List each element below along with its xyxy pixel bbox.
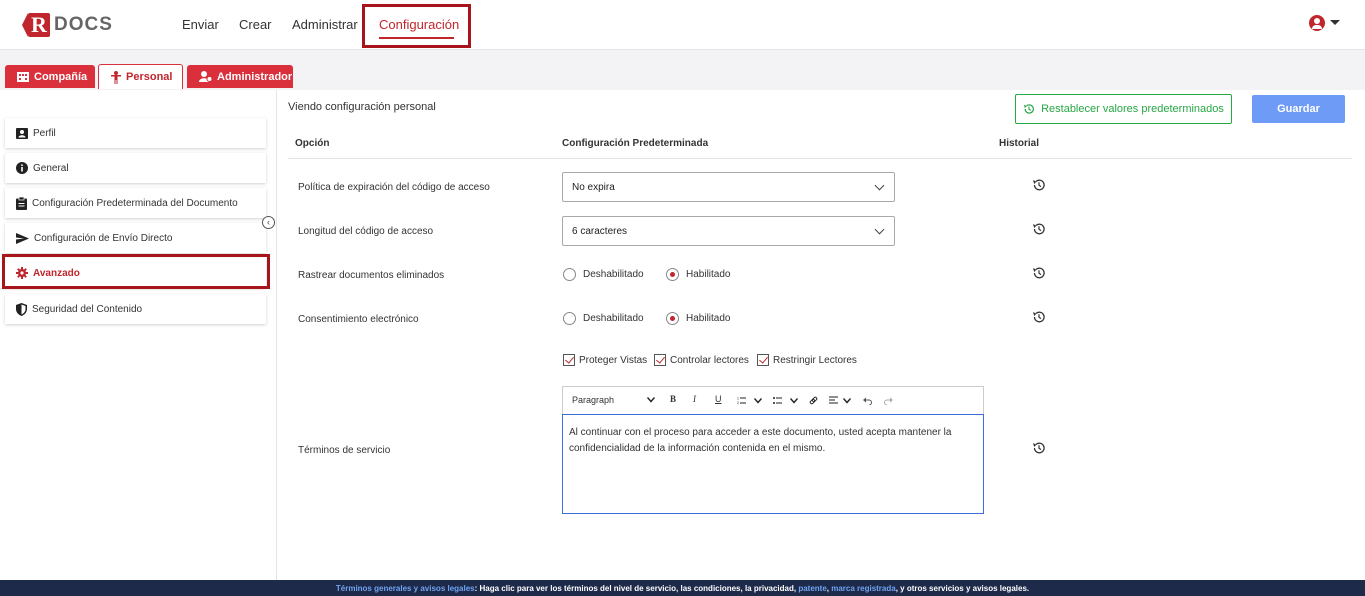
- numbered-list-icon[interactable]: [737, 396, 746, 405]
- nav-crear[interactable]: Crear: [239, 17, 272, 32]
- radio-label: Habilitado: [686, 313, 731, 324]
- sidebar-item-config-documento[interactable]: [5, 188, 266, 218]
- sidebar-item-label: Configuración Predeterminada del Documento: [32, 197, 238, 209]
- svg-text:1: 1: [737, 396, 739, 401]
- logo-docs: DOCS: [54, 14, 113, 35]
- chevron-down-icon[interactable]: [754, 398, 762, 404]
- checkbox-box-checked: [563, 354, 575, 366]
- history-icon[interactable]: [1032, 178, 1046, 192]
- checkbox-box-checked: [757, 354, 769, 366]
- code-length-label: Longitud del código de acceso: [298, 226, 434, 237]
- column-header-option: Opción: [295, 138, 330, 149]
- radio-circle: [563, 312, 576, 325]
- user-avatar-icon[interactable]: [1309, 15, 1325, 31]
- tab-personal[interactable]: [98, 64, 183, 89]
- terms-editor-textarea[interactable]: [562, 414, 984, 514]
- track-deleted-label: Rastrear documentos eliminados: [298, 270, 445, 281]
- shield-icon: [16, 303, 27, 316]
- expiry-policy-value: No expira: [572, 181, 615, 193]
- configuracion-highlight-box: [362, 4, 471, 48]
- sidebar-item-seguridad[interactable]: [5, 294, 266, 324]
- radio-circle: [563, 268, 576, 281]
- protect-views-checkbox[interactable]: [563, 354, 647, 366]
- footer-text-end: , y otros servicios y avisos legales.: [895, 584, 1030, 593]
- sidebar-item-envio-directo[interactable]: [5, 223, 266, 253]
- tab-compania[interactable]: [5, 65, 95, 88]
- tab-personal-label: Personal: [126, 71, 173, 83]
- profile-card-icon: [16, 128, 28, 139]
- e-consent-disabled-radio[interactable]: [563, 312, 644, 325]
- redo-icon[interactable]: [884, 397, 893, 405]
- footer-text: : Haga clic para ver los términos del nivel de servicio, las condiciones, la privacidad,: [474, 584, 799, 593]
- track-deleted-enabled-radio[interactable]: [666, 268, 730, 281]
- logo-r: R: [28, 13, 50, 37]
- history-icon[interactable]: [1032, 441, 1046, 455]
- clipboard-icon: [16, 197, 27, 210]
- code-length-select[interactable]: [562, 216, 895, 246]
- collapse-sidebar-icon[interactable]: ‹: [262, 216, 275, 229]
- sidebar-item-general[interactable]: [5, 153, 266, 183]
- terms-editor-text: Al continuar con el proceso para acceder a este documento, usted acepta mantener la confidencialidad de la información contenida en el mismo.: [569, 427, 952, 454]
- control-readers-checkbox[interactable]: [654, 354, 749, 366]
- info-icon: [16, 162, 28, 174]
- tab-compania-label: Compañía: [34, 70, 88, 83]
- terms-of-service-label: Términos de servicio: [298, 445, 391, 456]
- admin-icon: [199, 71, 212, 82]
- header-divider: [288, 158, 1352, 159]
- e-consent-enabled-radio[interactable]: [666, 312, 730, 325]
- radio-circle-selected: [666, 268, 679, 281]
- bold-icon[interactable]: B: [670, 394, 677, 404]
- sidebar-item-perfil[interactable]: [5, 118, 266, 148]
- checkbox-box-checked: [654, 354, 666, 366]
- rdocs-logo[interactable]: [22, 12, 113, 38]
- checkbox-label: Proteger Vistas: [579, 354, 648, 366]
- checkbox-label: Restringir Lectores: [773, 354, 857, 366]
- avanzado-highlight-box: [2, 254, 270, 289]
- radio-circle-selected: [666, 312, 679, 325]
- chevron-down-icon[interactable]: [843, 398, 851, 404]
- sidebar-item-label: Configuración de Envío Directo: [34, 232, 173, 244]
- link-icon[interactable]: [809, 396, 818, 405]
- history-icon[interactable]: [1032, 222, 1046, 236]
- chevron-down-icon: [875, 181, 885, 191]
- radio-label: Habilitado: [686, 269, 731, 280]
- e-consent-label: Consentimiento electrónico: [298, 314, 419, 325]
- radio-label: Deshabilitado: [583, 269, 644, 280]
- radio-label: Deshabilitado: [583, 313, 644, 324]
- sidebar-item-label: General: [33, 162, 69, 174]
- send-icon: [16, 233, 29, 244]
- footer-separator: ,: [826, 584, 832, 593]
- svg-text:2: 2: [737, 401, 739, 405]
- code-length-value: 6 caracteres: [572, 225, 628, 237]
- expiry-policy-select[interactable]: [562, 172, 895, 202]
- history-icon[interactable]: [1032, 266, 1046, 280]
- tab-administrador-label: Administrador: [217, 70, 293, 83]
- expiry-policy-label: Política de expiración del código de acceso: [298, 182, 490, 193]
- sidebar-item-label: Perfil: [33, 127, 56, 139]
- legal-footer: [0, 580, 1365, 596]
- legal-terms-link[interactable]: Términos generales y avisos legales: [335, 584, 475, 593]
- bullet-list-icon[interactable]: [773, 396, 782, 405]
- reset-defaults-label: Restablecer valores predeterminados: [1041, 103, 1224, 115]
- history-icon[interactable]: [1032, 310, 1046, 324]
- track-deleted-disabled-radio[interactable]: [563, 268, 644, 281]
- sidebar-item-label: Seguridad del Contenido: [32, 303, 143, 315]
- chevron-down-icon[interactable]: [647, 397, 655, 403]
- user-menu-caret-icon[interactable]: [1330, 20, 1340, 25]
- history-icon: [1023, 103, 1035, 115]
- italic-icon[interactable]: I: [693, 394, 696, 404]
- underline-icon[interactable]: U: [715, 394, 722, 404]
- sidebar-item-label: Avanzado: [33, 267, 80, 279]
- nav-configuracion[interactable]: Configuración: [379, 17, 460, 32]
- tab-administrador[interactable]: [187, 65, 293, 88]
- checkbox-label: Controlar lectores: [670, 354, 749, 366]
- building-icon: [17, 72, 29, 82]
- trademark-link[interactable]: marca registrada: [831, 584, 896, 593]
- chevron-down-icon: [875, 225, 885, 235]
- patent-link[interactable]: patente: [798, 584, 827, 593]
- paragraph-format-select[interactable]: Paragraph: [572, 395, 615, 405]
- column-header-history: Historial: [999, 138, 1040, 149]
- save-button[interactable]: Guardar: [1252, 95, 1345, 123]
- nav-administrar[interactable]: Administrar: [292, 17, 358, 32]
- nav-enviar[interactable]: Enviar: [182, 17, 219, 32]
- chevron-down-icon[interactable]: [790, 398, 798, 404]
- page-title: Viendo configuración personal: [288, 101, 436, 113]
- undo-icon[interactable]: [863, 397, 872, 405]
- align-icon[interactable]: [829, 396, 838, 405]
- column-header-default: Configuración Predeterminada: [562, 138, 709, 149]
- person-icon: [111, 71, 121, 84]
- reset-defaults-button[interactable]: [1015, 94, 1232, 124]
- restrict-readers-checkbox[interactable]: [757, 354, 857, 366]
- editor-toolbar: [562, 386, 984, 414]
